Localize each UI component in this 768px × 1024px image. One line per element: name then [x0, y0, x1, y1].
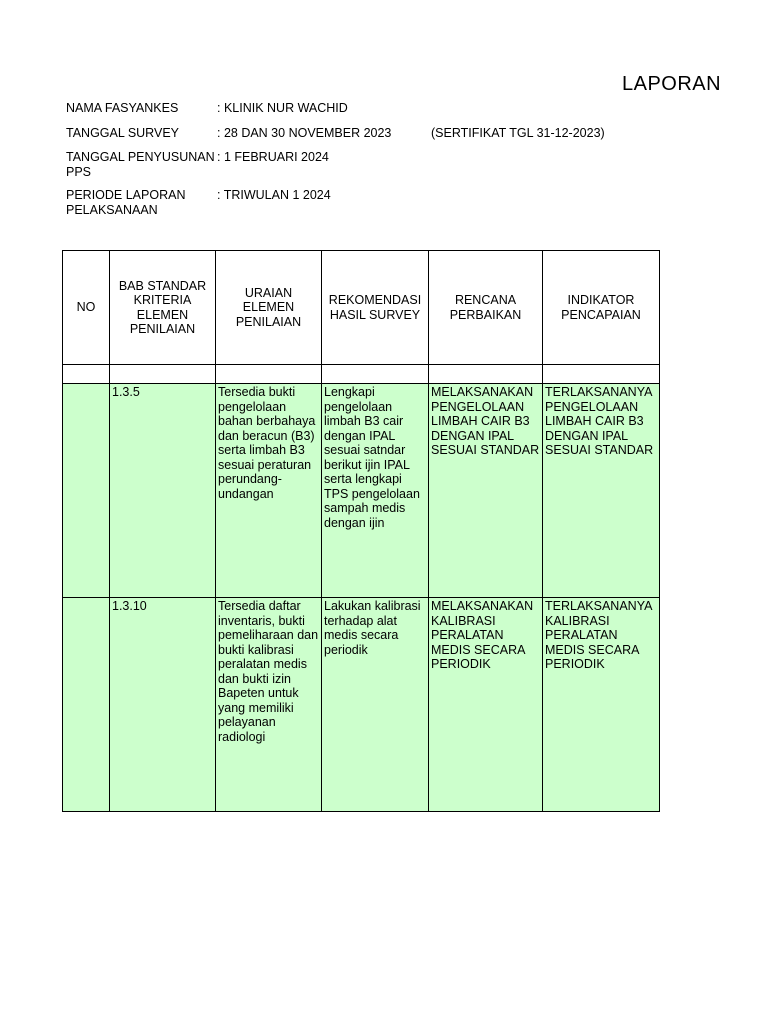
meta-label: TANGGAL PENYUSUNAN PPS [66, 150, 215, 179]
table-header-row [63, 251, 660, 365]
meta-label: TANGGAL SURVEY [66, 126, 179, 140]
empty-cell [543, 365, 660, 384]
empty-cell [110, 365, 216, 384]
meta-value: : 1 FEBRUARI 2024 [217, 150, 329, 164]
meta-value: : KLINIK NUR WACHID [217, 101, 348, 115]
cell-bab: 1.3.10 [110, 598, 216, 812]
header-uraian: URAIAN ELEMEN PENILAIAN [216, 251, 322, 365]
header-rencana: RENCANA PERBAIKAN [429, 251, 543, 365]
cell-no [63, 598, 110, 812]
meta-note: (SERTIFIKAT TGL 31-12-2023) [431, 126, 605, 140]
cell-no [63, 384, 110, 598]
meta-value: : TRIWULAN 1 2024 [217, 188, 331, 202]
cell-rencana: MELAKSANAKAN KALIBRASI PERALATAN MEDIS SECARA PERIODIK [429, 598, 543, 812]
cell-indikator: TERLAKSANANYA PENGELOLAAN LIMBAH CAIR B3 DENGAN IPAL SESUAI STANDAR [543, 384, 660, 598]
cell-rekomendasi: Lengkapi pengelolaan limbah B3 cair dengan IPAL sesuai satndar berikut ijin IPAL serta lengkapi TPS pengelolaan sampah medis dengan ijin [322, 384, 429, 598]
empty-cell [429, 365, 543, 384]
empty-cell [63, 365, 110, 384]
table-row [63, 598, 660, 812]
header-no: NO [63, 251, 110, 365]
report-table [62, 250, 660, 812]
meta-label: PERIODE LAPORAN PELAKSANAAN [66, 188, 186, 217]
cell-bab: 1.3.5 [110, 384, 216, 598]
cell-indikator: TERLAKSANANYA KALIBRASI PERALATAN MEDIS SECARA PERIODIK [543, 598, 660, 812]
header-rekomendasi: REKOMENDASI HASIL SURVEY [322, 251, 429, 365]
meta-label: NAMA FASYANKES [66, 101, 179, 115]
empty-cell [216, 365, 322, 384]
cell-uraian: Tersedia daftar inventaris, bukti pemeliharaan dan bukti kalibrasi peralatan medis dan bukti izin Bapeten untuk yang memiliki pelayanan radiologi [216, 598, 322, 812]
cell-rekomendasi: Lakukan kalibrasi terhadap alat medis secara periodik [322, 598, 429, 812]
cell-rencana: MELAKSANAKAN PENGELOLAAN LIMBAH CAIR B3 DENGAN IPAL SESUAI STANDAR [429, 384, 543, 598]
page-title: LAPORAN [622, 73, 722, 95]
meta-value: : 28 DAN 30 NOVEMBER 2023 [217, 126, 392, 140]
header-indikator: INDIKATOR PENCAPAIAN [543, 251, 660, 365]
cell-uraian: Tersedia bukti pengelolaan bahan berbahaya dan beracun (B3) serta limbah B3 sesuai peraturan perundang-undangan [216, 384, 322, 598]
empty-cell [322, 365, 429, 384]
table-row [63, 384, 660, 598]
spacer-row [63, 365, 660, 384]
header-bab-standar: BAB STANDAR KRITERIA ELEMEN PENILAIAN [110, 251, 216, 365]
